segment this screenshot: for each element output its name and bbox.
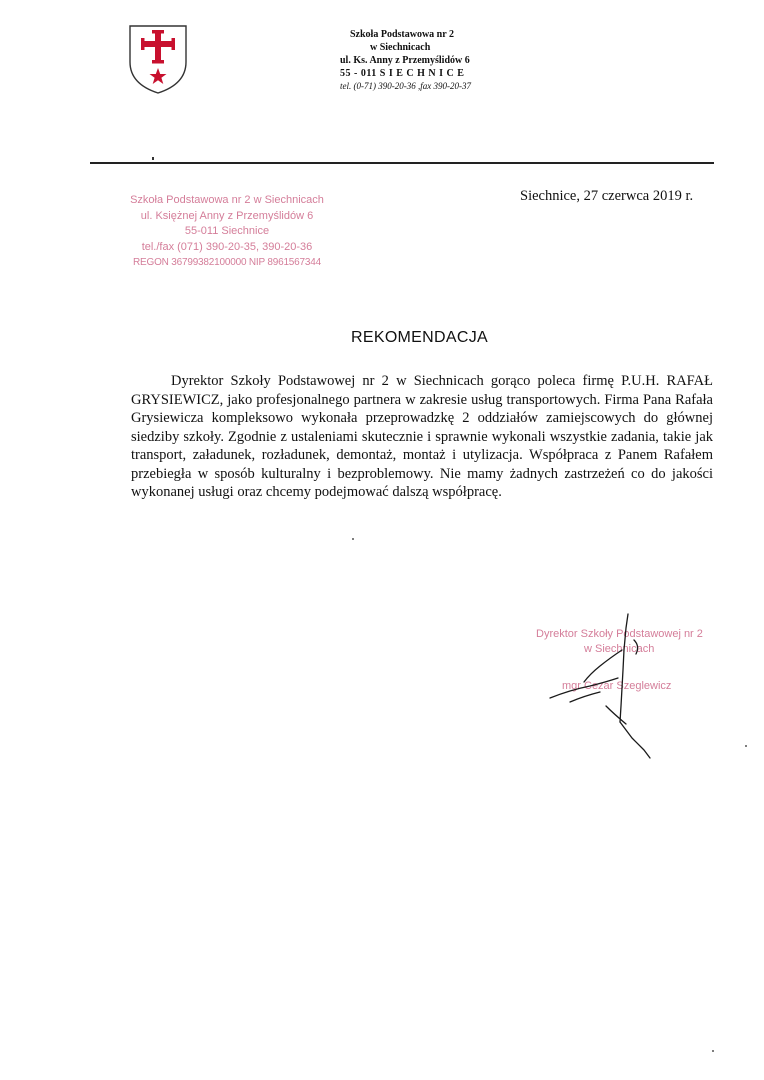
director-title: Dyrektor Szkoły Podstawowej nr 2 [536,628,703,640]
stamp-line-address: ul. Księżnej Anny z Przemyślidów 6 [140,209,314,222]
stamp-line-phone: tel./fax (071) 390-20-35, 390-20-36 [141,240,313,253]
scan-speck [712,1050,714,1052]
letterhead-postal: 55 - 011 S I E C H N I C E [340,68,465,79]
handwritten-signature [540,610,690,765]
document-title: REKOMENDACJA [351,329,488,346]
school-crest-icon [126,22,190,96]
director-city: w Siechnicach [584,643,655,655]
stamp-line-regon: REGON 36799382100000 NIP 8961567344 [133,257,321,268]
director-name: mgr Cezar Szeglewicz [562,680,672,692]
scan-speck [352,538,354,540]
letterhead-phone: tel. (0-71) 390-20-36 ,fax 390-20-37 [340,81,471,91]
rule-mark [152,157,154,160]
letterhead-school-name: Szkoła Podstawowa nr 2 [350,29,454,40]
header-divider [90,162,714,164]
letterhead-city: w Siechnicach [370,42,431,53]
letterhead-address: ul. Ks. Anny z Przemyślidów 6 [340,55,470,66]
school-stamp [112,193,342,271]
recommendation-body: Dyrektor Szkoły Podstawowej nr 2 w Siechnicach gorąco poleca firmę P.U.H. RAFAŁ GRYSIEWICZ, jako profesjonalnego partnera w zakresie usług transportowych. Firma Pana Rafała Grysiewicza kompleksowo wykonała przeprowadzkę 2 oddziałów zamiejscowych do głównej siedziby szkoły. Zgodnie z ustaleniami skutecznie i sprawnie wykonali wszystkie zadania, takie jak transport, załadunek, rozładunek, demontaż, montaż i utylizacja. Współpraca z Panem Rafałem przebiegła w sposób kulturalny i bezproblemowy. Nie mamy żadnych zastrzeżeń co do jakości wykonanej usługi oraz chcemy podejmować dalszą współpracę. [131,373,713,500]
stamp-line-name: Szkoła Podstawowa nr 2 w Siechnicach [130,194,324,206]
place-date: Siechnice, 27 czerwca 2019 r. [520,188,694,204]
scan-speck [745,745,747,747]
stamp-line-postal: 55-011 Siechnice [184,225,270,237]
letterhead [340,28,500,93]
